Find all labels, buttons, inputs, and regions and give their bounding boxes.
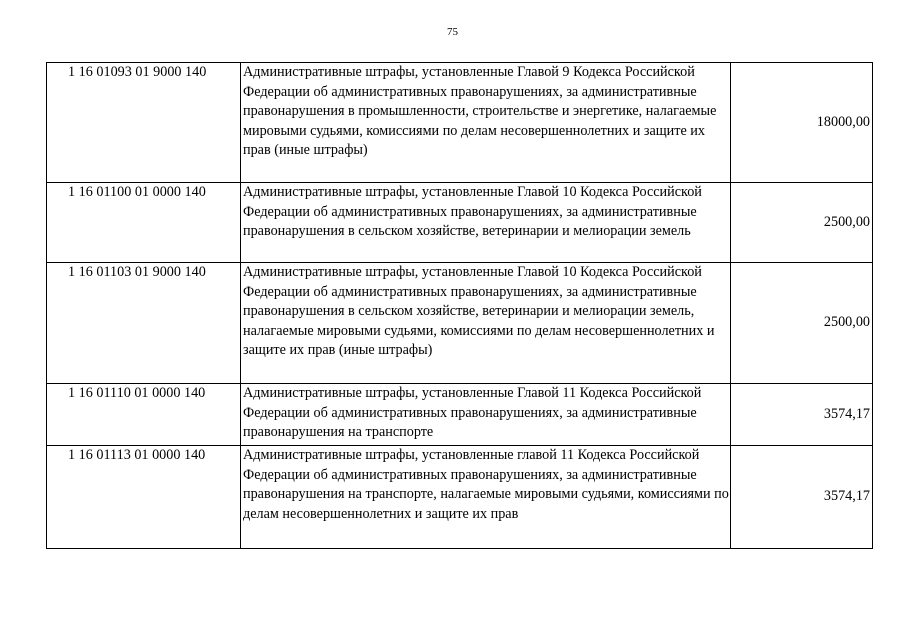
fines-table [46,62,873,549]
table-row [47,384,873,446]
fine-amount: 18000,00 [731,63,873,183]
fine-description: Административные штрафы, установленные Главой 9 Кодекса Российской Федерации об административных правонарушениях, за административные правонарушения в промышленности, строительстве и энергетике, налагаемые мировыми судьями, комиссиями по делам несовершеннолетних и защите их прав (иные штрафы) [241,63,731,183]
table-row [47,263,873,384]
fine-description: Административные штрафы, установленные Главой 10 Кодекса Российской Федерации об административных правонарушениях, за административные правонарушения в сельском хозяйстве, ветеринарии и мелиорации земель [241,183,731,263]
fine-amount: 3574,17 [731,384,873,446]
table-row [47,446,873,549]
table-row [47,63,873,183]
fine-amount: 2500,00 [731,263,873,384]
budget-code: 1 16 01100 01 0000 140 [47,183,241,263]
page-number: 75 [447,26,458,38]
budget-code: 1 16 01110 01 0000 140 [47,384,241,446]
budget-code: 1 16 01093 01 9000 140 [47,63,241,183]
fine-description: Административные штрафы, установленные Главой 11 Кодекса Российской Федерации об административных правонарушениях, за административные правонарушения на транспорте [241,384,731,446]
fine-amount: 3574,17 [731,446,873,549]
fine-amount: 2500,00 [731,183,873,263]
fine-description: Административные штрафы, установленные главой 11 Кодекса Российской Федерации об административных правонарушениях, за административные правонарушения на транспорте, налагаемые мировыми судьями, комиссиями по делам несовершеннолетних и защите их прав [241,446,731,549]
fine-description: Административные штрафы, установленные Главой 10 Кодекса Российской Федерации об административных правонарушениях, за административные правонарушения в сельском хозяйстве, ветеринарии и мелиорации земель, налагаемые мировыми судьями, комиссиями по делам несовершеннолетних и защите их прав (иные штрафы) [241,263,731,384]
table-row [47,183,873,263]
budget-code: 1 16 01113 01 0000 140 [47,446,241,549]
budget-code: 1 16 01103 01 9000 140 [47,263,241,384]
